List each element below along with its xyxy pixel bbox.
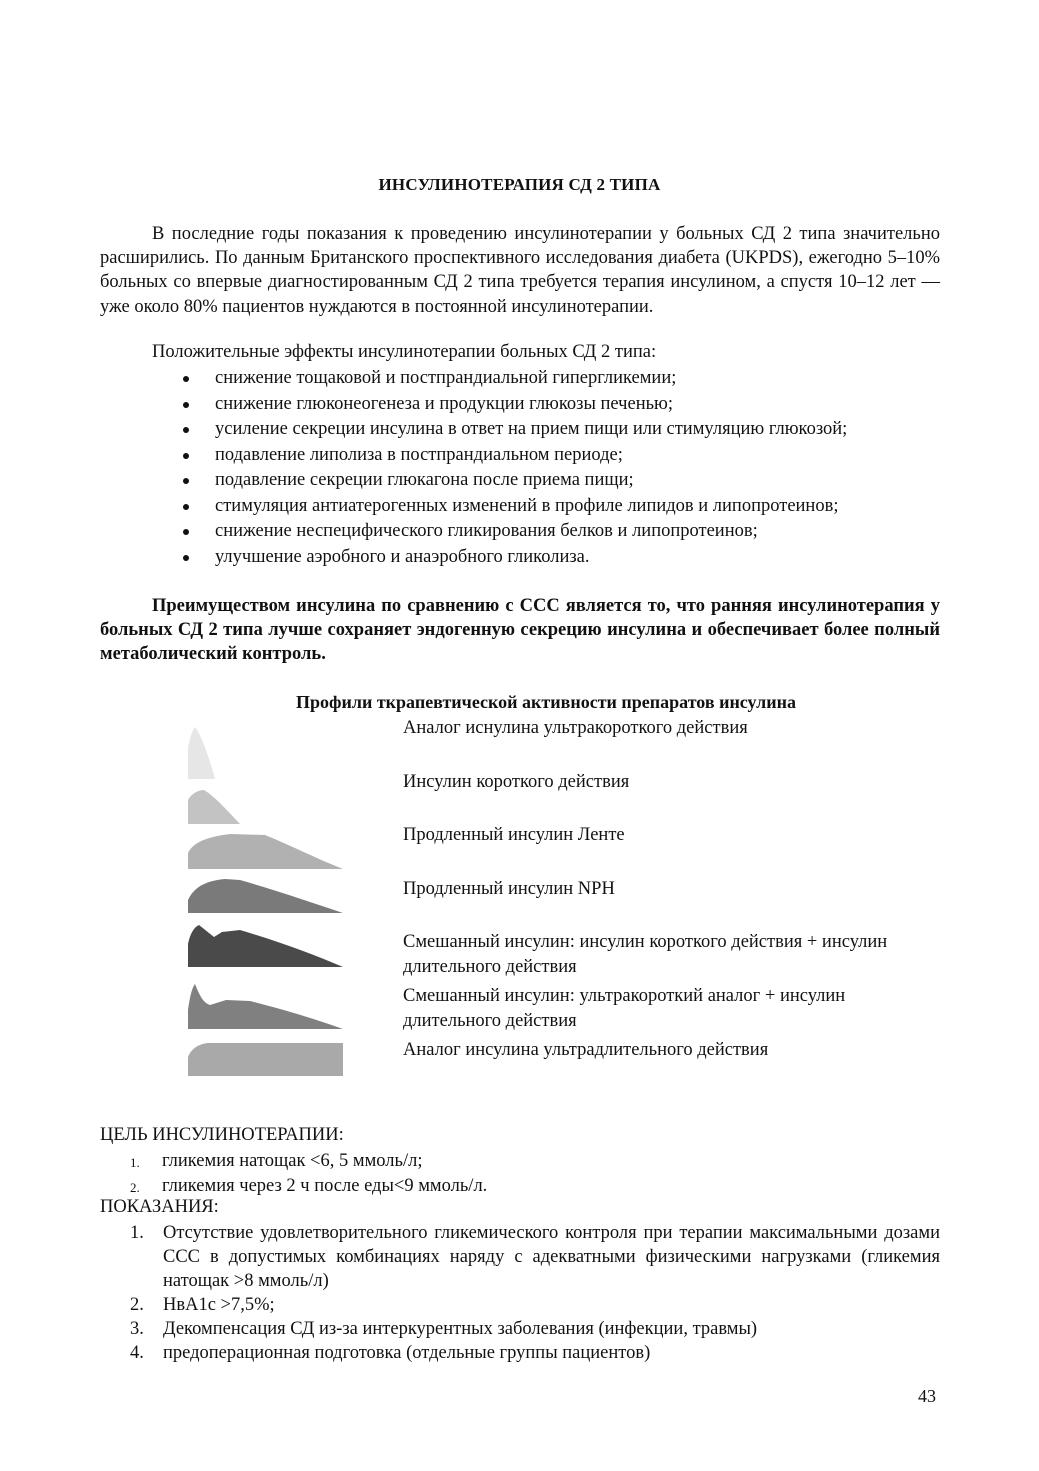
list-item [130,1341,940,1365]
profile-shape-nph [188,879,343,913]
list-number: 4. [130,1343,144,1363]
profile-shape-ultrashort [188,727,215,779]
profile-label-mixed-short: Смешанный инсулин: инсулин короткого действия + инсулин длительного действия [403,932,888,977]
list-item: снижение неспецифического гликирования белков и липопротеинов; [183,519,847,545]
list-item: стимуляция антиатерогенных изменений в профиле липидов и липопротеинов; [183,494,847,520]
page-number: 43 [918,1386,936,1406]
list-item: снижение глюконеогенеза и продукции глюкозы печенью; [183,392,847,418]
list-number: 1. [130,1223,144,1243]
intro-paragraph: В последние годы показания к проведению инсулинотерапии у больных СД 2 типа значительно расширились. По данным Британского проспективного исследования диабета (UKPDS), ежегодно 5–10% больных со впервые диагностированным СД 2 типа требуется терапия инсулином, а спустя 10–12 лет — уже около 80% пациентов нуждаются в постоянной инсулинотерапии. [100,224,940,317]
list-number: 2. [130,1180,140,1195]
list-item [130,1221,940,1293]
profile-label-nph: Продленный инсулин NPH [403,879,615,899]
list-item-text: Отсутствие удовлетворительного гликемического контроля при терапии максимальными дозами ССС в допустимых комбинациях наряду с адекватными физическими нагрузками (гликемия натощак >8 ммоль/л) [163,1223,940,1291]
list-number: 2. [130,1295,144,1315]
list-item-text: Декомпенсация СД из-за интеркурентных заболевания (инфекции, травмы) [163,1319,758,1339]
list-item-text: предоперационная подготовка (отдельные группы пациентов) [163,1343,651,1363]
profile-shape-ultralong [188,1043,343,1076]
effects-heading: Положительные эффекты инсулинотерапии больных СД 2 типа: [152,342,657,362]
page-title: ИНСУЛИНОТЕРАПИЯ СД 2 ТИПА [378,175,661,194]
profile-shape-mixed-short [188,925,343,967]
profile-label-short: Инсулин короткого действия [403,772,630,792]
list-item: усиление секреции инсулина в ответ на прием пищи или стимуляцию глюкозой; [183,417,847,443]
list-item: снижение тощаковой и постпрандиальной гипергликемии; [183,366,847,392]
list-item-text: гликемия натощак <6, 5 ммоль/л; [162,1151,423,1171]
list-number: 3. [130,1319,144,1339]
list-item [130,1149,487,1174]
list-item: улучшение аэробного и анаэробного гликолиза. [183,545,847,571]
list-item [130,1174,487,1199]
list-item: подавление секреции глюкагона после приема пищи; [183,468,847,494]
profile-shape-short [188,790,240,824]
profile-label-lente: Продленный инсулин Ленте [403,825,625,845]
list-item [130,1317,940,1341]
goal-heading: ЦЕЛЬ ИНСУЛИНОТЕРАПИИ: [100,1125,344,1145]
profile-label-mixed-ultrashort: Смешанный инсулин: ультракороткий аналог + инсулин длительного действия [403,986,846,1031]
indications-list [130,1221,940,1365]
goal-list [130,1149,487,1199]
list-item: подавление липолиза в постпрандиальном периоде; [183,443,847,469]
profile-label-ultrashort: Аналог иснулина ультракороткого действия [403,718,748,738]
profile-shape-lente [188,834,343,869]
list-item-text: НвА1с >7,5%; [163,1295,275,1315]
profile-shape-mixed-ultrashort [188,984,343,1029]
bold-paragraph: Преимуществом инсулина по сравнению с ССС является то, что ранняя инсулинотерапия у больных СД 2 типа лучше сохраняет эндогенную секрецию инсулина и обеспечивает более полный метаболический контроль. [100,596,940,665]
list-item-text: гликемия через 2 ч после еды<9 ммоль/л. [162,1176,488,1196]
list-number: 1. [130,1155,140,1170]
list-item [130,1293,940,1317]
indications-heading: ПОКАЗАНИЯ: [100,1197,219,1217]
figure-title: Профили ткрапевтической активности препаратов инсулина [296,692,796,712]
profile-label-ultralong: Аналог инсулина ультрадлительного действия [403,1040,769,1060]
